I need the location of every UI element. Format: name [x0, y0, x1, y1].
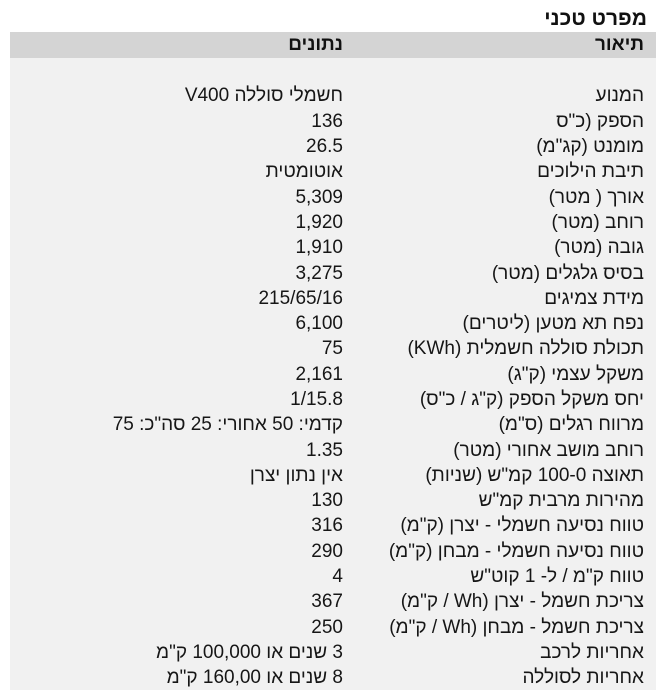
table-row — [10, 589, 656, 614]
table-row — [10, 184, 656, 209]
table-row — [10, 362, 656, 387]
spec-label: טווח נסיעה חשמלי - מבחן (ק"מ) — [355, 539, 656, 564]
spec-label: בסיס גלגלים (מטר) — [355, 260, 656, 285]
table-row — [10, 387, 656, 412]
table-row — [10, 159, 656, 184]
table-row — [10, 412, 656, 437]
spec-table — [10, 32, 656, 690]
table-row — [10, 539, 656, 564]
spec-value: 1,910 — [10, 235, 355, 260]
table-row — [10, 336, 656, 361]
spec-value: 1.35 — [10, 437, 355, 462]
table-row — [10, 109, 656, 134]
spec-label: צריכת חשמל - יצרן (Wh / ק"מ) — [355, 589, 656, 614]
spec-value: 290 — [10, 539, 355, 564]
spec-label: אחריות לרכב — [355, 640, 656, 665]
spec-label: משקל עצמי (ק"ג) — [355, 362, 656, 387]
spec-value: אין נתון יצרן — [10, 463, 355, 488]
table-row — [10, 311, 656, 336]
table-row — [10, 83, 656, 108]
spec-value: 3,275 — [10, 260, 355, 285]
spec-value: 26.5 — [10, 134, 355, 159]
table-row — [10, 665, 656, 690]
spec-value: 250 — [10, 615, 355, 640]
page-title: מפרט טכני — [544, 7, 647, 30]
spec-label: מידת צמיגים — [355, 286, 656, 311]
spec-label: תיבת הילוכים — [355, 159, 656, 184]
spec-label: טווח נסיעה חשמלי - יצרן (ק"מ) — [355, 513, 656, 538]
spec-label: צריכת חשמל - מבחן (Wh / ק"מ) — [355, 615, 656, 640]
table-row — [10, 260, 656, 285]
column-header-description: תיאור — [355, 32, 656, 58]
spec-label: רוחב מושב אחורי (מטר) — [355, 437, 656, 462]
table-header-row — [10, 32, 656, 58]
table-row — [10, 134, 656, 159]
spec-value: חשמלי סוללה V400 — [10, 83, 355, 108]
spec-value: 6,100 — [10, 311, 355, 336]
spec-value: 367 — [10, 589, 355, 614]
spec-value: אוטומטית — [10, 159, 355, 184]
table-row — [10, 286, 656, 311]
spec-label: מהירות מרבית קמ"ש — [355, 488, 656, 513]
spec-label: תכולת סוללה חשמלית (KWh) — [355, 336, 656, 361]
spec-label: המנוע — [355, 83, 656, 108]
table-row — [10, 513, 656, 538]
spec-label: מומנט (קג"מ) — [355, 134, 656, 159]
spec-value: 215/65/16 — [10, 286, 355, 311]
spec-value: 8 שנים או 160,00 ק"מ — [10, 665, 355, 690]
spec-label: מרווח רגלים (ס"מ) — [355, 412, 656, 437]
spec-value: 75 — [10, 336, 355, 361]
table-row — [10, 210, 656, 235]
spec-label: טווח ק"מ / ל- 1 קוט"ש — [355, 564, 656, 589]
spec-label: אורך ( מטר) — [355, 184, 656, 209]
table-row — [10, 463, 656, 488]
table-row — [10, 437, 656, 462]
spec-value: 4 — [10, 564, 355, 589]
spec-label: הספק (כ"ס — [355, 109, 656, 134]
spec-value: 2,161 — [10, 362, 355, 387]
spec-label: רוחב (מטר) — [355, 210, 656, 235]
spec-value: 1/15.8 — [10, 387, 355, 412]
header-gap — [10, 58, 656, 83]
table-row — [10, 640, 656, 665]
spec-label: תאוצה 100-0 קמ"ש (שניות) — [355, 463, 656, 488]
spec-value: 130 — [10, 488, 355, 513]
spec-value: קדמי: 50 אחורי: 25 סה"כ: 75 — [10, 412, 355, 437]
spec-value: 5,309 — [10, 184, 355, 209]
spec-value: 3 שנים או 100,000 ק"מ — [10, 640, 355, 665]
spec-label: גובה (מטר) — [355, 235, 656, 260]
table-row — [10, 564, 656, 589]
table-row — [10, 488, 656, 513]
column-header-data: נתונים — [10, 32, 355, 58]
spec-table-body — [10, 58, 656, 690]
spec-label: יחס משקל הספק (ק"ג / כ"ס) — [355, 387, 656, 412]
spec-value: 316 — [10, 513, 355, 538]
table-row — [10, 235, 656, 260]
spec-value: 136 — [10, 109, 355, 134]
spec-label: נפח תא מטען (ליטרים) — [355, 311, 656, 336]
spec-value: 1,920 — [10, 210, 355, 235]
table-row — [10, 615, 656, 640]
spec-label: אחריות לסוללה — [355, 665, 656, 690]
